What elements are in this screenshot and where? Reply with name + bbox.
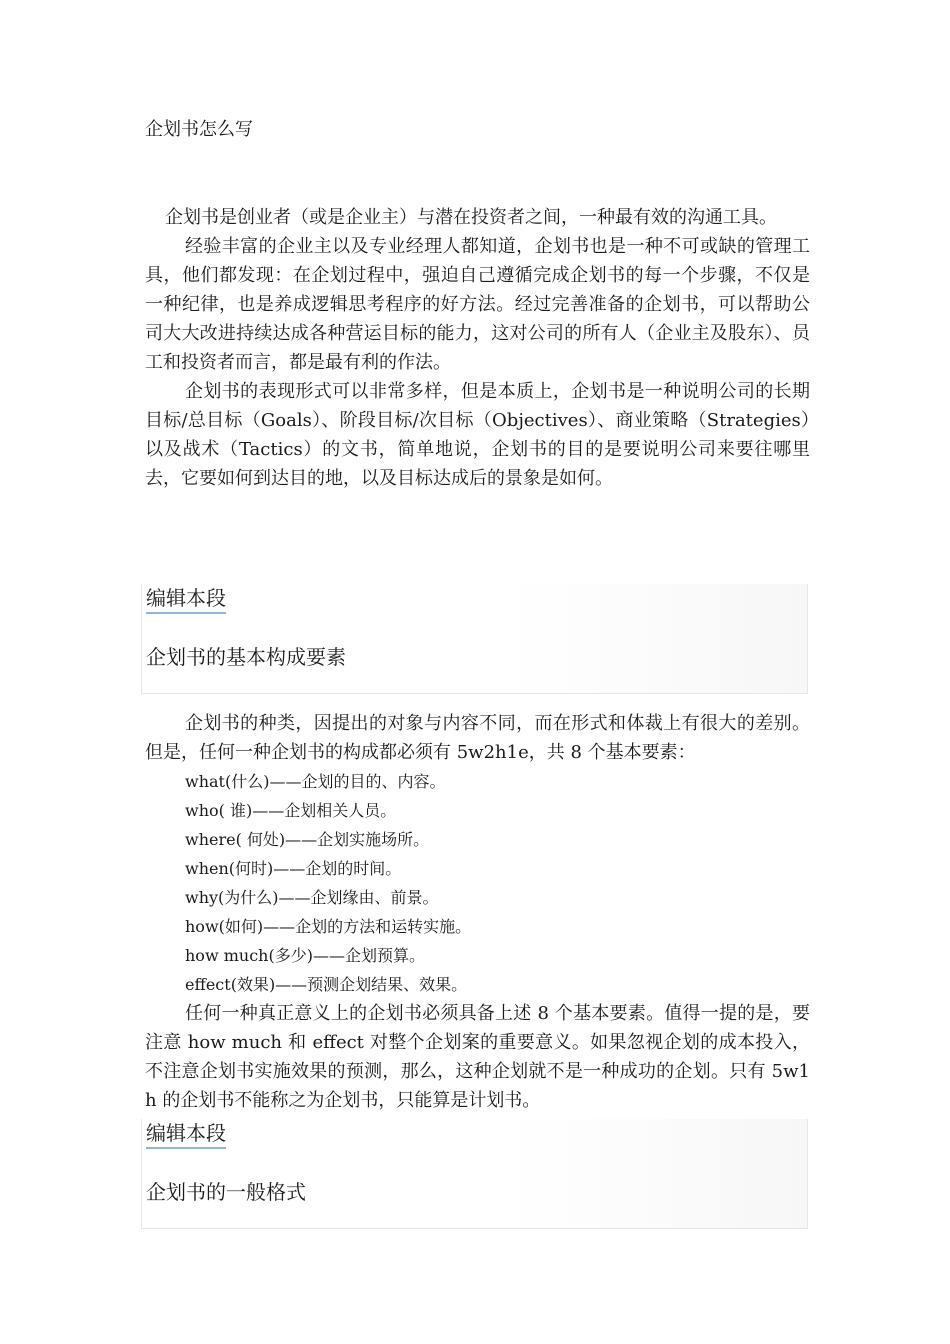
section-title: 企划书的基本构成要素	[146, 645, 346, 669]
section-paragraph: 企划书的种类，因提出的对象与内容不同，而在形式和体裁上有很大的差别。但是，任何一种企划书的构成都必须有 5w2h1e，共 8 个基本要素：	[145, 713, 810, 763]
edit-section-link[interactable]: 编辑本段	[146, 584, 226, 614]
section-paragraph: 任何一种真正意义上的企划书必须具备上述 8 个基本要素。值得一提的是，要注意 how much 和 effect 对整个企划案的重要意义。如果忽视企划的成本投入，不注意企划书实施效果的预测，那么，这种企划就不是一种成功的企划。只有 5w1h 的企划书不能称之为企划书，只能算是计划书。	[145, 1003, 810, 1111]
list-item: when(何时)——企划的时间。	[185, 859, 402, 878]
edit-section-link[interactable]: 编辑本段	[146, 1119, 226, 1149]
list-item: effect(效果)——预测企划结果、效果。	[185, 975, 468, 994]
intro-paragraph: 企划书的表现形式可以非常多样，但是本质上，企划书是一种说明公司的长期目标/总目标（Goals）、阶段目标/次目标（Objectives）、商业策略（Strategies）以及战术（Tactics）的文书，简单地说，企划书的目的是要说明公司来要往哪里去，它要如何到达目的地，以及目标达成后的景象是如何。	[145, 381, 810, 489]
list-item: why(为什么)——企划缘由、前景。	[185, 888, 439, 907]
section-header-basic-elements	[141, 584, 808, 694]
list-item: what(什么)——企划的目的、内容。	[185, 772, 446, 791]
document-title: 企划书怎么写	[145, 119, 253, 140]
list-item: how much(多少)——企划预算。	[185, 946, 425, 965]
intro-paragraph: 企划书是创业者（或是企业主）与潜在投资者之间，一种最有效的沟通工具。	[165, 207, 777, 228]
basic-elements-section	[145, 709, 810, 1115]
list-item: who( 谁)——企划相关人员。	[185, 801, 397, 820]
intro-paragraph: 经验丰富的企业主以及专业经理人都知道，企划书也是一种不可或缺的管理工具，他们都发现：在企划过程中，强迫自己遵循完成企划书的每一个步骤，不仅是一种纪律，也是养成逻辑思考程序的好方法。经过完善准备的企划书，可以帮助公司大大改进持续达成各种营运目标的能力，这对公司的所有人（企业主及股东）、员工和投资者而言，都是最有利的作法。	[145, 236, 810, 373]
list-item: where( 何处)——企划实施场所。	[185, 830, 430, 849]
intro-section	[145, 203, 810, 493]
section-header-general-format	[141, 1119, 808, 1229]
section-title: 企划书的一般格式	[146, 1180, 306, 1204]
list-item: how(如何)——企划的方法和运转实施。	[185, 917, 472, 936]
